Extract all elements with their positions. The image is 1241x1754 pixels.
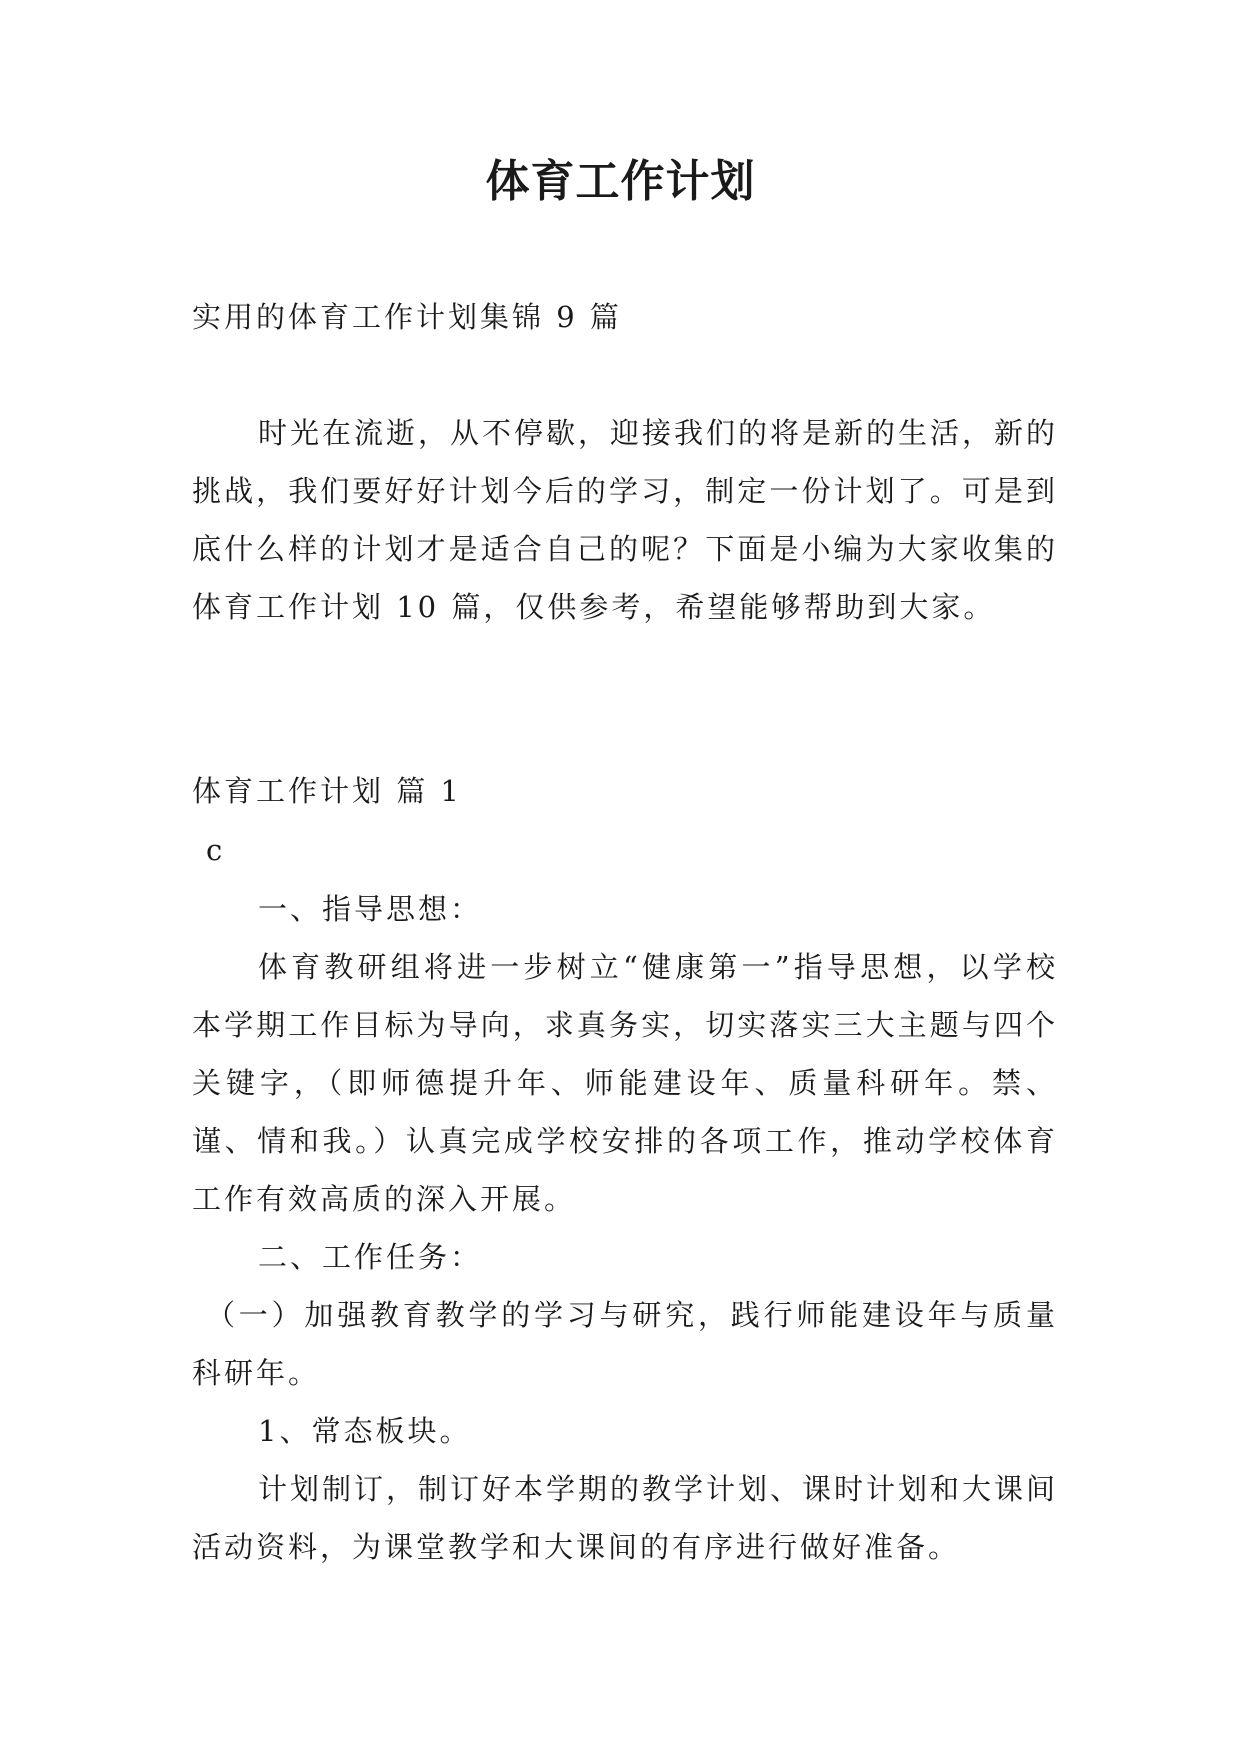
section-body (192, 762, 1058, 1576)
paragraph-plan-formulation: 计划制订，制订好本学期的教学计划、课时计划和大课间活动资料，为课堂教学和大课间的有序进行做好准备。 (192, 1472, 1059, 1564)
document-title: 体育工作计划 (485, 156, 756, 207)
subheading-teaching-research: （一）加强教育教学的学习与研究，践行师能建设年与质量科研年。 (192, 1298, 1058, 1390)
section-marker: c (206, 833, 226, 867)
heading-guiding-ideology: 一、指导思想： (258, 892, 483, 926)
paragraph-guiding-ideology: 体育教研组将进一步树立“健康第一”指导思想，以学校本学期工作目标为导向，求真务实，切实落实三大主题与四个关键字，（即师德提升年、师能建设年、质量科研年。禁、谨、情和我。）认真完成学校安排的各项工作，推动学校体育工作有效高质的深入开展。 (192, 950, 1058, 1216)
section-heading: 体育工作计划 篇 1 (192, 774, 462, 808)
heading-work-tasks: 二、工作任务： (258, 1240, 483, 1274)
intro-paragraph: 时光在流逝，从不停歇，迎接我们的将是新的生活，新的挑战，我们要好好计划今后的学习，制定一份计划了。可是到底什么样的计划才是适合自己的呢？下面是小编为大家收集的体育工作计划 10 篇，仅供参考，希望能够帮助到大家。 (192, 416, 1059, 624)
document-subtitle: 实用的体育工作计划集锦 9 篇 (192, 300, 622, 334)
subheading-routine-block: 1、常态板块。 (258, 1414, 472, 1448)
